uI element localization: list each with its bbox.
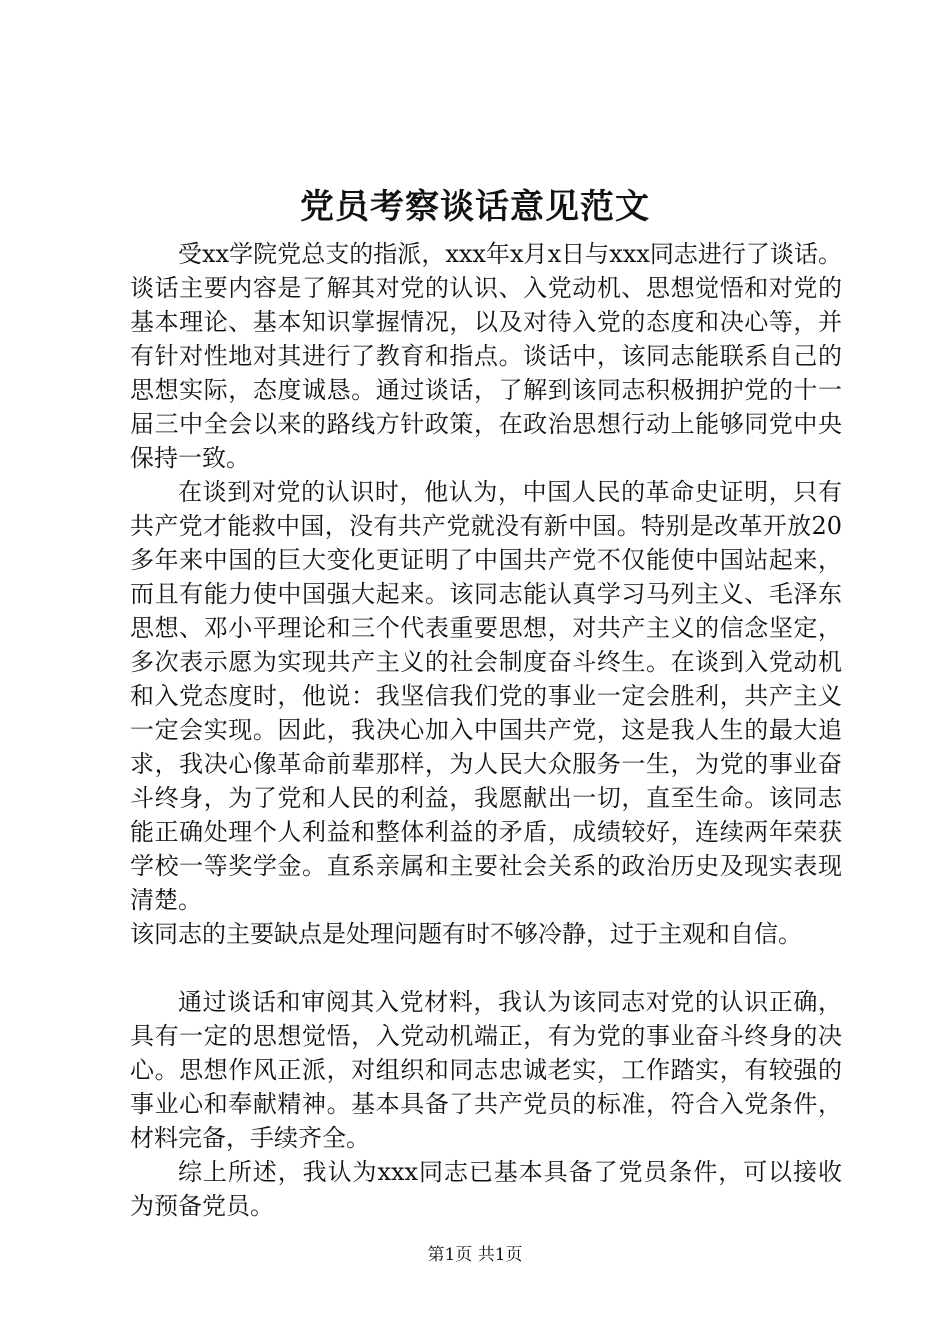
- paragraph-4: 通过谈话和审阅其入党材料，我认为该同志对党的认识正确，具有一定的思想觉悟，入党动机端正，有为党的事业奋斗终身的决心。思想作风正派，对组织和同志忠诚老实，工作踏实，有较强的事业心和奉献精神。基本具备了共产党员的标准，符合入党条件，材料完备，手续齐全。: [130, 988, 842, 1152]
- paragraph-gap: [130, 951, 842, 985]
- paragraph-5: 综上所述，我认为xxx同志已基本具备了党员条件，可以接收为预备党员。: [130, 1158, 842, 1220]
- paragraph-1: 受xx学院党总支的指派，xxx年x月x日与xxx同志进行了谈话。谈话主要内容是了解其对党的认识、入党动机、思想觉悟和对党的基本理论、基本知识掌握情况，以及对待入党的态度和决心等，并有针对性地对其进行了教育和指点。谈话中，该同志能联系自己的思想实际，态度诚恳。通过谈话，了解到该同志积极拥护党的十一届三中全会以来的路线方针政策，在政治思想行动上能够同党中央保持一致。: [130, 240, 842, 472]
- document-title: 党员考察谈话意见范文: [300, 187, 650, 227]
- paragraph-2: 在谈到对党的认识时，他认为，中国人民的革命史证明，只有共产党才能救中国，没有共产党就没有新中国。特别是改革开放20多年来中国的巨大变化更证明了中国共产党不仅能使中国站起来，而且有能力使中国强大起来。该同志能认真学习马列主义、毛泽东思想、邓小平理论和三个代表重要思想，对共产主义的信念坚定，多次表示愿为实现共产主义的社会制度奋斗终生。在谈到入党动机和入党态度时，他说：我坚信我们党的事业一定会胜利，共产主义一定会实现。因此，我决心加入中国共产党，这是我人生的最大追求，我决心像革命前辈那样，为人民大众服务一生，为党的事业奋斗终身，为了党和人民的利益，我愿献出一切，直至生命。该同志能正确处理个人利益和整体利益的矛盾，成绩较好，连续两年荣获学校一等奖学金。直系亲属和主要社会关系的政治历史及现实表现清楚。: [130, 478, 842, 914]
- page-footer: 第1页 共1页: [427, 1245, 523, 1265]
- document-body: [130, 237, 842, 1223]
- paragraph-3: 该同志的主要缺点是处理问题有时不够冷静，过于主观和自信。: [130, 920, 802, 948]
